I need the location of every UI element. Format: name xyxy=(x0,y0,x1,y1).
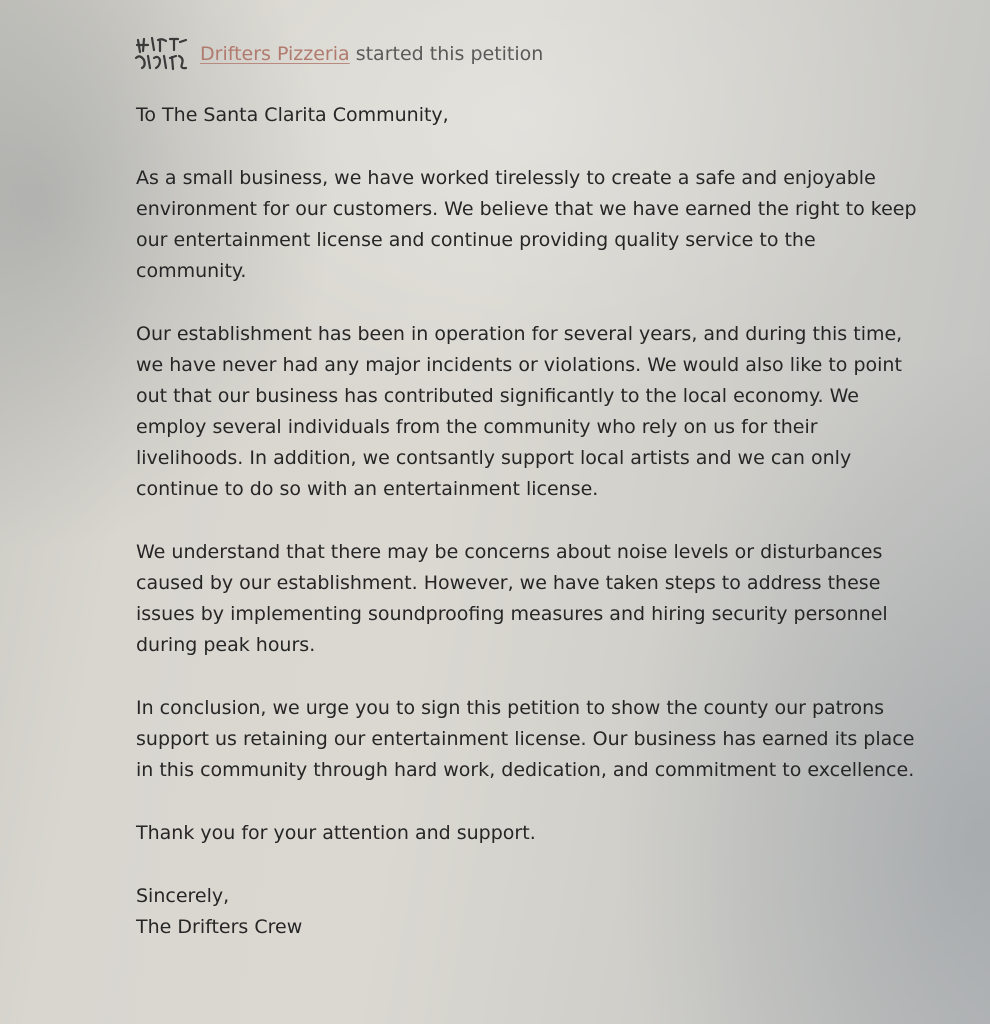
petition-header xyxy=(132,34,543,74)
organizer-link[interactable]: Drifters Pizzeria xyxy=(200,43,350,65)
letter-paragraph: Our establishment has been in operation for several years, and during this time, we have never had any major incidents or violations. We would also like to point out that our business has contributed significantly to the local economy. We employ several individuals from the community who rely on us for their livelihoods. In addition, we contsantly support local artists and we can only continue to do so with an entertainment license. xyxy=(136,323,903,500)
letter-signoff: Sincerely, xyxy=(136,885,230,907)
header-text xyxy=(200,43,543,65)
letter-paragraph: We understand that there may be concerns about noise levels or disturbances caused by our establishment. However, we have taken steps to address these issues by implementing soundproofing measures and hiring security personnel during peak hours. xyxy=(136,541,888,656)
letter-signature: The Drifters Crew xyxy=(136,916,303,938)
petition-letter xyxy=(136,100,926,943)
letter-paragraph: In conclusion, we urge you to sign this petition to show the county our patrons support us retaining our entertainment license. Our business has earned its place in this community through hard work, dedication, and commitment to excellence. xyxy=(136,697,915,781)
letter-salutation: To The Santa Clarita Community, xyxy=(136,104,449,126)
letter-paragraph: As a small business, we have worked tirelessly to create a safe and enjoyable environment for our customers. We believe that we have earned the right to keep our entertainment license and continue providing quality service to the community. xyxy=(136,167,917,282)
started-petition-text: started this petition xyxy=(349,43,544,65)
letter-paragraph: Thank you for your attention and support. xyxy=(136,822,536,844)
drifters-pizzeria-logo-icon xyxy=(132,34,190,74)
